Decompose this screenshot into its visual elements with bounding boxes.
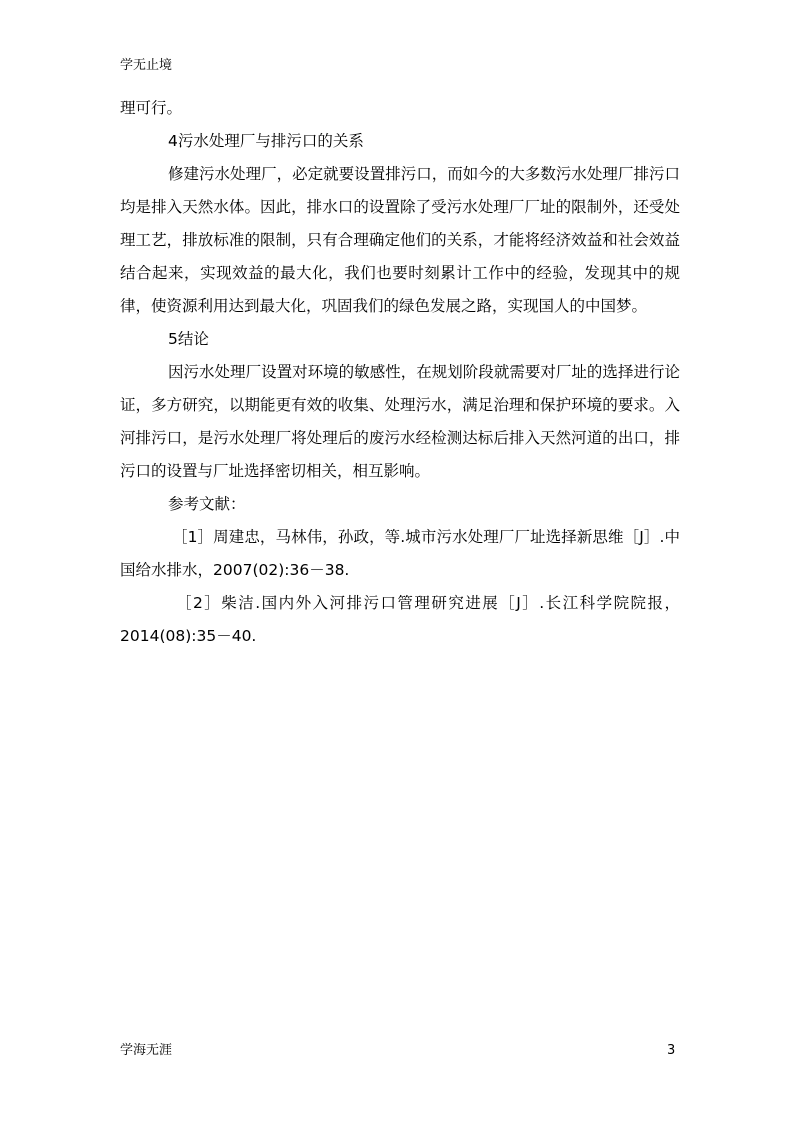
paragraph-continuation: 理可行。 bbox=[120, 99, 183, 117]
section-heading-4: 4污水处理厂与排污口的关系 bbox=[168, 132, 364, 150]
section-paragraph-4: 修建污水处理厂，必定就要设置排污口，而如今的大多数污水处理厂排污口均是排入天然水体。因此，排水口的设置除了受污水处理厂厂址的限制外，还受处理工艺，排放标准的限制，只有合理确定他们的关系，才能将经济效益和社会效益结合起来，实现效益的最大化，我们也要时刻累计工作中的经验，发现其中的规律，使资源利用达到最大化，巩固我们的绿色发展之路，实现国人的中国梦。 bbox=[120, 165, 680, 315]
section-heading-5: 5结论 bbox=[168, 330, 209, 348]
references-heading: 参考文献： bbox=[168, 495, 246, 513]
page-footer: 学海无涯 bbox=[120, 1043, 173, 1058]
reference-item: ［2］柴洁.国内外入河排污口管理研究进展［J］.长江科学院院报，2014(08):35－40. bbox=[120, 594, 680, 645]
document-body bbox=[120, 92, 680, 653]
page-header: 学无止境 bbox=[120, 58, 173, 73]
section-paragraph-5: 因污水处理厂设置对环境的敏感性，在规划阶段就需要对厂址的选择进行论证，多方研究，以期能更有效的收集、处理污水，满足治理和保护环境的要求。入河排污口，是污水处理厂将处理后的废污水经检测达标后排入天然河道的出口，排污口的设置与厂址选择密切相关，相互影响。 bbox=[120, 363, 680, 480]
page-number: 3 bbox=[667, 1043, 676, 1058]
reference-item: ［1］周建忠，马林伟，孙政，等.城市污水处理厂厂址选择新思维［J］.中国给水排水，2007(02):36－38. bbox=[120, 528, 680, 579]
